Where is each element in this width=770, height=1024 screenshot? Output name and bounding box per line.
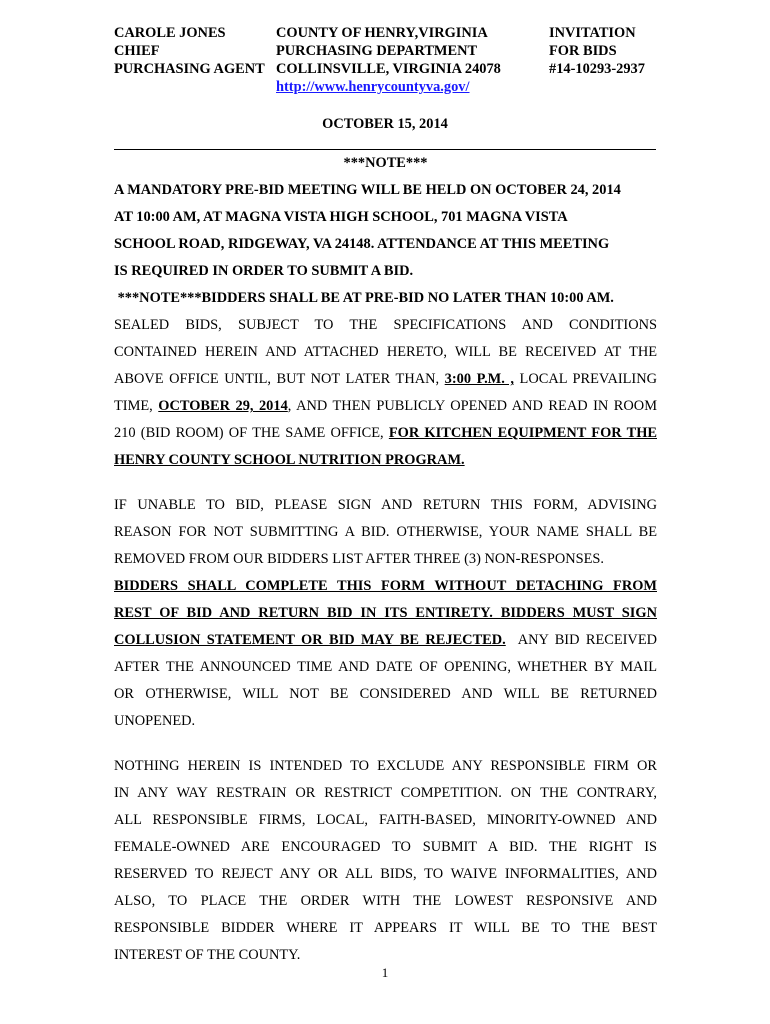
nothing-herein-line: RESPONSIBLE BIDDER WHERE IT APPEARS IT WILL BE TO THE BEST [114, 920, 657, 936]
county-website-link[interactable]: http://www.henrycountyva.gov/ [276, 79, 470, 95]
unable-line: REASON FOR NOT SUBMITTING A BID. OTHERWISE, YOUR NAME SHALL BE [114, 524, 657, 540]
sealed-bids-line: TIME, OCTOBER 29, 2014, AND THEN PUBLICLY OPENED AND READ IN ROOM [114, 398, 657, 414]
nothing-herein-line: RESERVED TO REJECT ANY OR ALL BIDS, TO WAIVE INFORMALITIES, AND [114, 866, 657, 882]
unable-line: IF UNABLE TO BID, PLEASE SIGN AND RETURN THIS FORM, ADVISING [114, 497, 657, 513]
bid-subject-continued: HENRY COUNTY SCHOOL NUTRITION PROGRAM. [114, 452, 465, 468]
department-address: COLLINSVILLE, VIRGINIA 24078 [276, 61, 501, 77]
header-right-block [549, 24, 645, 78]
nothing-herein-line: ALSO, TO PLACE THE ORDER WITH THE LOWEST RESPONSIVE AND [114, 893, 657, 909]
sealed-bids-line: CONTAINED HEREIN AND ATTACHED HERETO, WILL BE RECEIVED AT THE [114, 344, 657, 360]
nothing-herein-line: FEMALE-OWNED ARE ENCOURAGED TO SUBMIT A BID. THE RIGHT IS [114, 839, 657, 855]
agent-title-1: CHIEF [114, 43, 160, 59]
unable-line: UNOPENED. [114, 713, 196, 729]
header-center-block [276, 24, 501, 96]
agent-title-2: PURCHASING AGENT [114, 61, 265, 77]
collusion-line: COLLUSION STATEMENT OR BID MAY BE REJECTED. ANY BID RECEIVED [114, 632, 657, 648]
unable-line: OR OTHERWISE, WILL NOT BE CONSIDERED AND WILL BE RETURNED [114, 686, 657, 702]
note-line: SCHOOL ROAD, RIDGEWAY, VA 24148. ATTENDANCE AT THIS MEETING [114, 236, 610, 252]
nothing-herein-line: NOTHING HEREIN IS INTENDED TO EXCLUDE ANY RESPONSIBLE FIRM OR [114, 758, 657, 774]
bid-time: 3:00 P.M. , [444, 371, 514, 387]
sealed-bids-line: SEALED BIDS, SUBJECT TO THE SPECIFICATIONS AND CONDITIONS [114, 317, 657, 333]
unable-line: AFTER THE ANNOUNCED TIME AND DATE OF OPENING, WHETHER BY MAIL [114, 659, 657, 675]
county-name: COUNTY OF HENRY,VIRGINIA [276, 25, 488, 41]
bid-number: #14-10293-2937 [549, 61, 645, 77]
nothing-herein-line: INTEREST OF THE COUNTY. [114, 947, 301, 963]
agent-name: CAROLE JONES [114, 25, 226, 41]
note-line: A MANDATORY PRE-BID MEETING WILL BE HELD ON OCTOBER 24, 2014 [114, 182, 621, 198]
nothing-herein-line: ALL RESPONSIBLE FIRMS, LOCAL, FAITH-BASED, MINORITY-OWNED AND [114, 812, 657, 828]
complete-form-line: REST OF BID AND RETURN BID IN ITS ENTIRETY. BIDDERS MUST SIGN [114, 605, 657, 621]
sealed-bids-line: 210 (BID ROOM) OF THE SAME OFFICE, FOR KITCHEN EQUIPMENT FOR THE [114, 425, 657, 441]
header-left-block [114, 24, 265, 78]
department-name: PURCHASING DEPARTMENT [276, 43, 478, 59]
doc-type-1: INVITATION [549, 25, 636, 41]
complete-form-line: BIDDERS SHALL COMPLETE THIS FORM WITHOUT DETACHING FROM [114, 578, 657, 594]
bid-subject: FOR KITCHEN EQUIPMENT FOR THE [388, 425, 657, 441]
sealed-bids-line: ABOVE OFFICE UNTIL, BUT NOT LATER THAN, 3:00 P.M. , LOCAL PREVAILING [114, 371, 658, 387]
doc-type-2: FOR BIDS [549, 43, 617, 59]
unable-line: REMOVED FROM OUR BIDDERS LIST AFTER THREE (3) NON-RESPONSES. [114, 551, 604, 567]
bid-date: OCTOBER 29, 2014 [158, 398, 288, 414]
note-title: ***NOTE*** [343, 155, 428, 171]
document-body [114, 150, 657, 969]
nothing-herein-line: IN ANY WAY RESTRAIN OR RESTRICT COMPETITION. ON THE CONTRARY, [114, 785, 657, 801]
note-line: IS REQUIRED IN ORDER TO SUBMIT A BID. [114, 263, 414, 279]
page-number: 1 [381, 965, 389, 980]
document-date: OCTOBER 15, 2014 [322, 116, 448, 132]
bidders-note: ***NOTE***BIDDERS SHALL BE AT PRE-BID NO LATER THAN 10:00 AM. [114, 290, 614, 306]
note-line: AT 10:00 AM, AT MAGNA VISTA HIGH SCHOOL, 701 MAGNA VISTA [114, 209, 568, 225]
